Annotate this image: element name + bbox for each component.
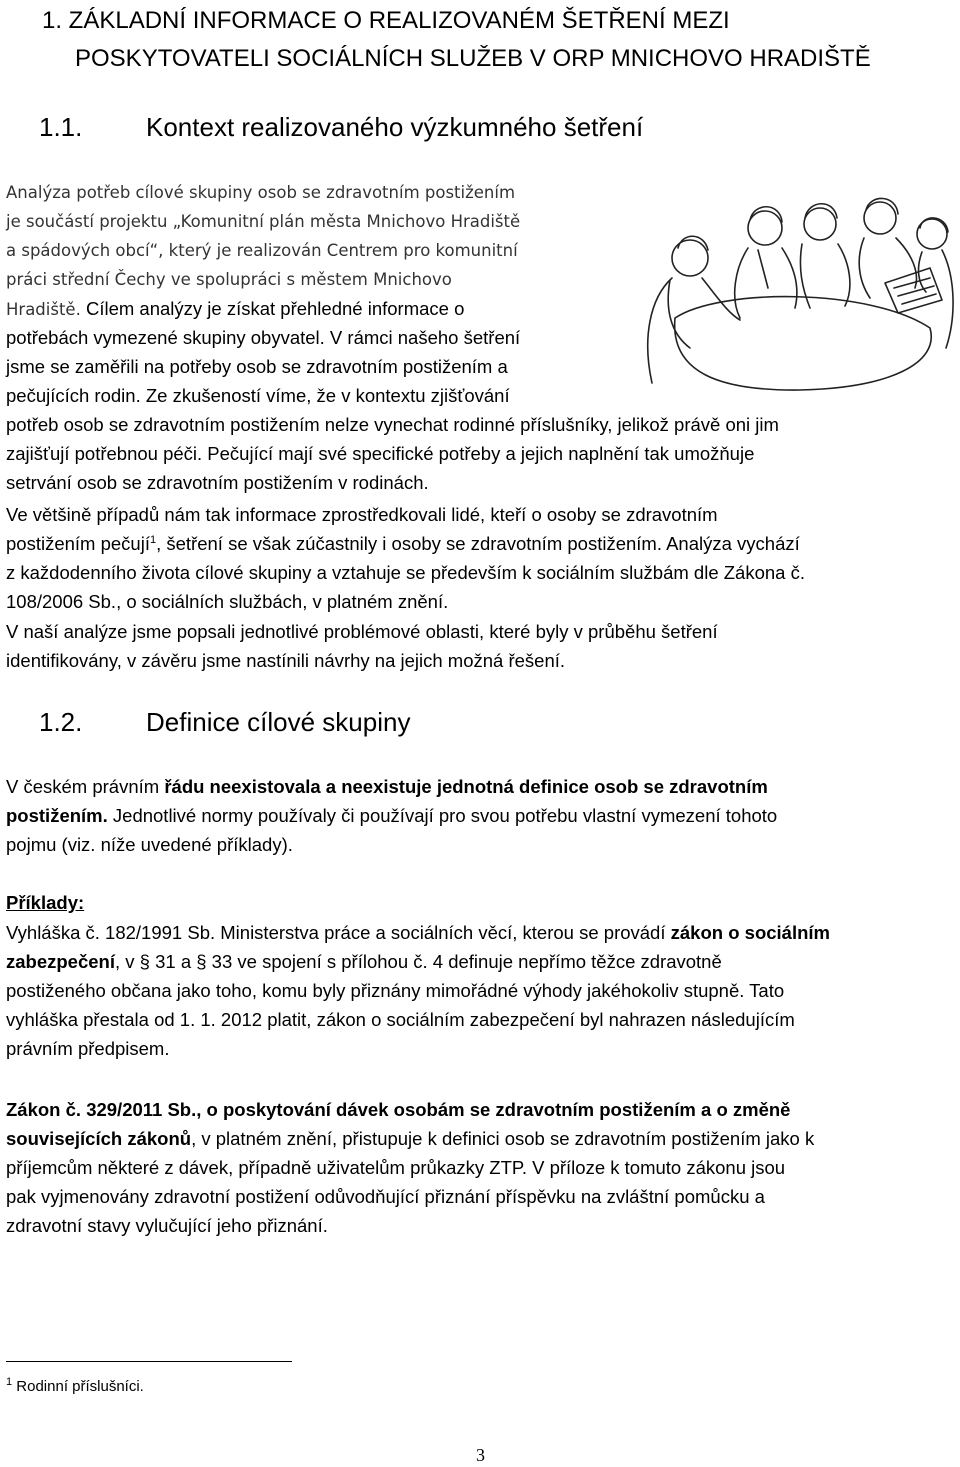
text-line: příjemcům některé z dávek, případně uživatelům průkazky ZTP. V příloze k tomuto zákonu jsou [6,1157,786,1178]
text-line: právním předpisem. [6,1038,170,1059]
text-fragment: Vyhláška č. 182/1991 Sb. Ministerstva práce a sociálních věcí, kterou se provádí [6,922,671,943]
text-fragment: postižením pečují [6,533,150,554]
text-fragment: , šetření se však zúčastnily i osoby se zdravotním postižením. Analýza vychází [156,533,800,554]
text-line: pečujících rodin. Ze zkušeností víme, že v kontextu zjišťování [6,385,510,406]
text-fragment-bold: zabezpečení [6,951,115,972]
section-number: 1.1. [39,112,83,142]
footnote-text: Rodinní příslušníci. [12,1378,144,1395]
text-fragment: V českém právním [6,776,165,797]
text-fragment: , v platném znění, přistupuje k definici osob se zdravotním postižením jako k [191,1128,815,1149]
text-fragment: Hradiště. [6,300,81,319]
section-title: Kontext realizovaného výzkumného šetření [146,112,644,142]
text-line [6,529,800,558]
footnote-separator [6,1361,292,1362]
text-line: jsme se zaměřili na potřeby osob se zdravotním postižením a [6,356,508,377]
text-line: setrvání osob se zdravotním postižením v rodinách. [6,472,429,493]
chapter-heading-line-1: 1. ZÁKLADNÍ INFORMACE O REALIZOVANÉM ŠETŘENÍ MEZI [42,7,730,34]
text-line [6,918,830,947]
intro-paragraph [6,178,520,294]
text-fragment: Jednotlivé normy používaly či používají pro svou potřebu vlastní vymezení tohoto [107,805,778,826]
footnote-mark: 1 [6,1376,13,1388]
text-line: vyhláška přestala od 1. 1. 2012 platit, zákon o sociálním zabezpečení byl nahrazen následujícím [6,1009,795,1030]
text-line [6,947,722,976]
text-line [6,1124,814,1153]
intro-line: Analýza potřeb cílové skupiny osob se zdravotním postižením [6,183,516,202]
text-fragment: , v § 31 a § 33 ve spojení s přílohou č. 4 definuje nepřímo těžce zdravotně [115,951,722,972]
text-fragment: Cílem analýzy je získat přehledné informace o [80,298,465,319]
section-number: 1.2. [39,707,83,737]
text-line [6,772,768,801]
text-line: zdravotní stavy vylučující jeho přiznání. [6,1215,328,1236]
text-line: 108/2006 Sb., o sociálních službách, v platném znění. [6,591,449,612]
text-line: pak vyjmenovány zdravotní postižení odůvodňující přiznání příspěvku na zvláštní pomůcku a [6,1186,765,1207]
text-line [6,294,464,324]
people-discussion-illustration [630,188,960,393]
text-fragment-bold: souvisejících zákonů [6,1128,192,1149]
text-line: zajišťují potřebnou péči. Pečující mají své specifické potřeby a jejich naplnění tak umožňuje [6,443,755,464]
examples-heading: Příklady: [6,892,85,913]
section-title: Definice cílové skupiny [146,707,411,737]
text-line-bold: Zákon č. 329/2011 Sb., o poskytování dávek osobám se zdravotním postižením a o změně [6,1099,791,1120]
text-line: identifikovány, v závěru jsme nastínili návrhy na jejich možná řešení. [6,650,566,671]
text-line: potřebách vymezené skupiny obyvatel. V rámci našeho šetření [6,327,521,348]
page-number: 3 [476,1445,485,1465]
text-fragment-bold: zákon o sociálním [670,922,830,943]
text-line: Ve většině případů nám tak informace zprostředkovali lidé, kteří o osoby se zdravotním [6,504,718,525]
text-line: postiženého občana jako toho, komu byly přiznány mimořádné výhody jakéhokoliv stupně. Tato [6,980,785,1001]
text-fragment-bold: postižením. [6,805,108,826]
text-line: V naší analýze jsme popsali jednotlivé problémové oblasti, které byly v průběhu šetření [6,621,718,642]
text-line [6,801,777,830]
footnote-reference: 1 [149,533,157,546]
chapter-heading-line-2: POSKYTOVATELI SOCIÁLNÍCH SLUŽEB V ORP MNICHOVO HRADIŠTĚ [75,45,871,72]
text-fragment-bold: řádu neexistovala a neexistuje jednotná definice osob se zdravotním [164,776,768,797]
intro-line: a spádových obcí“, který je realizován Centrem pro komunitní [6,241,518,260]
intro-line: je součástí projektu „Komunitní plán města Mnichovo Hradiště [6,212,521,231]
text-line: potřeb osob se zdravotním postižením nelze vynechat rodinné příslušníky, jelikož právě oni jim [6,414,779,435]
footnote [6,1378,144,1395]
text-line: pojmu (viz. níže uvedené příklady). [6,834,293,855]
text-line: z každodenního života cílové skupiny a vztahuje se především k sociálním službám dle Zákona č. [6,562,805,583]
intro-line: práci střední Čechy ve spolupráci s městem Mnichovo [6,270,452,289]
